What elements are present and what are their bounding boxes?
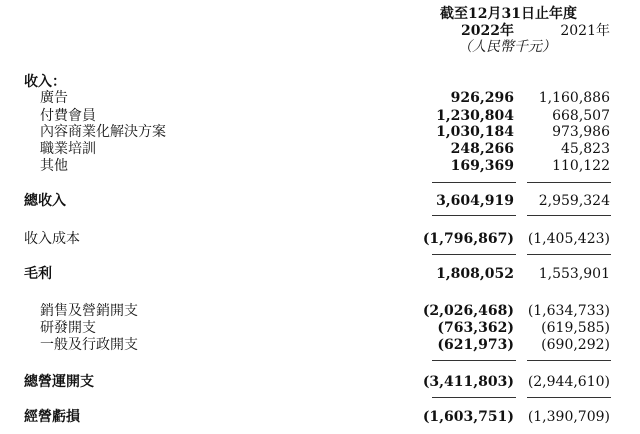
table-row-gross-profit <box>0 266 640 282</box>
table-row <box>0 320 640 336</box>
value-2021: 668,507 <box>552 108 610 124</box>
value-2021: (619,585) <box>541 320 610 336</box>
period-header: 截至12月31日止年度 <box>440 6 577 22</box>
year-prior-header: 2021年 <box>560 23 610 39</box>
row-label: 其他 <box>40 158 68 174</box>
row-label: 總收入 <box>24 193 66 209</box>
table-row-operating-loss <box>0 409 640 425</box>
rule-2022 <box>432 397 516 398</box>
value-2022: 248,266 <box>450 141 514 157</box>
row-label: 毛利 <box>24 266 52 282</box>
rule-2021 <box>527 215 611 216</box>
value-2022: 169,369 <box>450 158 514 174</box>
value-2021: (1,405,423) <box>527 231 610 247</box>
row-label: 研發開支 <box>40 320 96 336</box>
value-2022: (621,973) <box>437 337 514 353</box>
rule-2021 <box>527 397 611 398</box>
year-current-header: 2022年 <box>461 23 514 39</box>
row-label: 付費會員 <box>40 108 96 124</box>
unit-header: （人民幣千元） <box>458 39 556 55</box>
rule-2021 <box>527 360 611 361</box>
value-2021: 1,160,886 <box>538 90 610 106</box>
value-2022: 926,296 <box>450 90 514 106</box>
row-label: 職業培訓 <box>40 141 96 157</box>
row-label: 廣告 <box>40 90 68 106</box>
rule-2022 <box>432 254 516 255</box>
row-label: 收入成本 <box>24 231 80 247</box>
value-2022: (3,411,803) <box>422 374 514 390</box>
row-label: 經營虧損 <box>24 409 80 425</box>
rule-2021 <box>527 182 611 183</box>
table-row <box>0 124 640 140</box>
table-row-total <box>0 193 640 209</box>
row-label: 總營運開支 <box>24 374 94 390</box>
table-row <box>0 158 640 174</box>
rule-2022 <box>432 182 516 183</box>
row-label: 收入： <box>24 74 66 90</box>
table-row <box>0 303 640 319</box>
row-label: 內容商業化解決方案 <box>40 124 166 140</box>
value-2022: 1,030,184 <box>436 124 514 140</box>
value-2022: (763,362) <box>437 320 514 336</box>
table-row <box>0 337 640 353</box>
table-row <box>0 90 640 106</box>
row-label: 一般及行政開支 <box>40 337 138 353</box>
table-row <box>0 231 640 247</box>
value-2021: 110,122 <box>552 158 610 174</box>
value-2021: 1,553,901 <box>538 266 610 282</box>
value-2021: (1,634,733) <box>527 303 610 319</box>
table-row <box>0 108 640 124</box>
value-2022: (1,796,867) <box>422 231 514 247</box>
value-2021: 2,959,324 <box>538 193 610 209</box>
value-2021: 45,823 <box>561 141 610 157</box>
value-2022: 1,230,804 <box>436 108 514 124</box>
section-heading-revenue <box>0 74 640 90</box>
value-2022: (2,026,468) <box>422 303 514 319</box>
row-label: 銷售及營銷開支 <box>40 303 138 319</box>
rule-2022 <box>432 360 516 361</box>
value-2021: (690,292) <box>541 337 610 353</box>
rule-2022 <box>432 215 516 216</box>
value-2021: (1,390,709) <box>527 409 610 425</box>
rule-2021 <box>527 254 611 255</box>
table-row <box>0 141 640 157</box>
table-row-total-opex <box>0 374 640 390</box>
value-2021: (2,944,610) <box>527 374 610 390</box>
value-2022: 1,808,052 <box>436 266 514 282</box>
value-2021: 973,986 <box>552 124 610 140</box>
value-2022: 3,604,919 <box>436 193 514 209</box>
value-2022: (1,603,751) <box>422 409 514 425</box>
